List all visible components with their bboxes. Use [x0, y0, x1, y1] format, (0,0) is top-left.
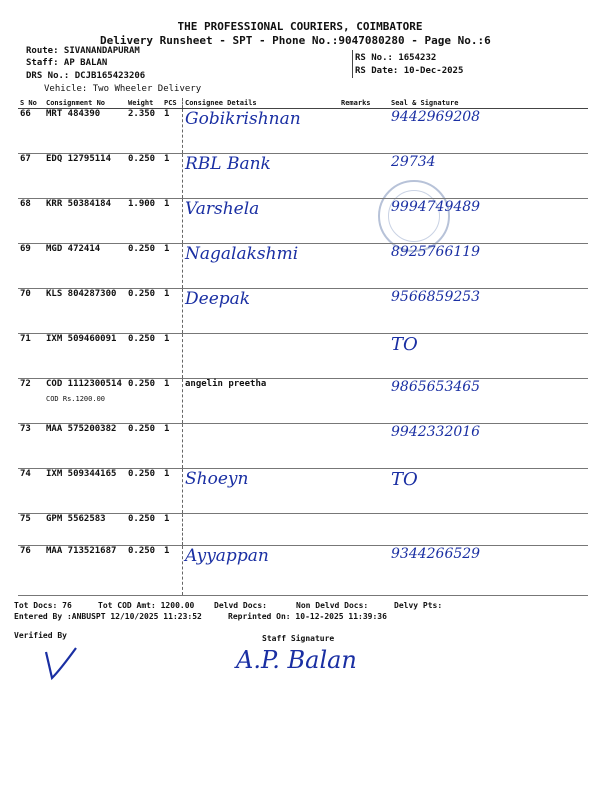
delvd-docs: Delvd Docs:	[214, 601, 267, 610]
entered-by: Entered By :ANBUSPT 12/10/2025 11:23:52	[14, 612, 202, 621]
verified-signature	[40, 640, 90, 685]
tot-docs: Tot Docs: 76	[14, 601, 72, 610]
col-sno: S No	[18, 98, 44, 109]
row-consignment: MGD 472414	[44, 244, 126, 289]
row-sno: 74	[18, 469, 44, 514]
row-pcs: 1	[162, 379, 183, 424]
row-consignment: KRR 50384184	[44, 199, 126, 244]
col-consignment: Consignment No	[44, 98, 126, 109]
row-pcs: 1	[162, 244, 183, 289]
row-consignee: Nagalakshmi	[183, 244, 340, 289]
row-consignee: Shoeyn	[183, 469, 340, 514]
row-consignee: RBL Bank	[183, 154, 340, 199]
row-remarks	[339, 424, 389, 469]
row-remarks	[339, 289, 389, 334]
col-remarks: Remarks	[339, 98, 389, 109]
row-pcs: 1	[162, 546, 183, 596]
table-row	[18, 514, 588, 546]
table-row	[18, 199, 588, 244]
meta-divider	[352, 50, 354, 78]
tot-cod: Tot COD Amt: 1200.00	[98, 601, 195, 610]
row-consignment: MAA 575200382	[44, 424, 126, 469]
row-consignment: GPM 5562583	[44, 514, 126, 546]
row-consignment	[44, 379, 126, 424]
row-weight: 2.350	[126, 109, 162, 154]
row-seal: 9442969208	[389, 109, 588, 154]
delvy-pts: Delvy Pts:	[394, 601, 443, 610]
row-weight: 0.250	[126, 424, 162, 469]
row-seal: 9344266529	[389, 546, 588, 596]
row-sno: 67	[18, 154, 44, 199]
row-pcs: 1	[162, 424, 183, 469]
row-pcs: 1	[162, 469, 183, 514]
col-seal: Seal & Signature	[389, 98, 588, 109]
row-sno: 68	[18, 199, 44, 244]
cod-amount: COD Rs.1200.00	[46, 395, 106, 403]
row-consignment-no: COD 1112300514	[46, 379, 122, 389]
col-weight: Weight	[126, 98, 162, 109]
row-seal: TO	[389, 469, 588, 514]
vehicle-text: Vehicle: Two Wheeler Delivery	[44, 84, 202, 94]
row-seal: 9865653465	[389, 379, 588, 424]
row-weight: 0.250	[126, 289, 162, 334]
row-sno: 72	[18, 379, 44, 424]
row-consignee: Deepak	[183, 289, 340, 334]
staff-signature-label: Staff Signature	[262, 634, 335, 643]
row-seal: 8925766119	[389, 244, 588, 289]
table-row	[18, 109, 588, 154]
row-consignment: IXM 509344165	[44, 469, 126, 514]
runsheet-table	[18, 98, 588, 596]
row-seal: TO	[389, 334, 588, 379]
row-pcs: 1	[162, 199, 183, 244]
table-row	[18, 469, 588, 514]
table-row	[18, 154, 588, 199]
row-seal: 29734	[389, 154, 588, 199]
rs-date-text: RS Date: 10-Dec-2025	[355, 66, 464, 76]
row-consignee	[183, 514, 340, 546]
row-consignee	[183, 424, 340, 469]
row-remarks	[339, 546, 389, 596]
row-pcs: 1	[162, 289, 183, 334]
reprinted-on: Reprinted On: 10-12-2025 11:39:36	[228, 612, 387, 621]
table-row	[18, 289, 588, 334]
row-remarks	[339, 514, 389, 546]
row-remarks	[339, 334, 389, 379]
row-consignee: angelin preetha	[183, 379, 340, 424]
row-sno: 71	[18, 334, 44, 379]
table-row	[18, 244, 588, 289]
row-consignee: Ayyappan	[183, 546, 340, 596]
row-seal: 9994749489	[389, 199, 588, 244]
table-header-row	[18, 98, 588, 109]
row-pcs: 1	[162, 109, 183, 154]
row-remarks	[339, 244, 389, 289]
row-remarks	[339, 199, 389, 244]
col-pcs: PCS	[162, 98, 183, 109]
row-pcs: 1	[162, 154, 183, 199]
col-consignee: Consignee Details	[183, 98, 340, 109]
row-remarks	[339, 154, 389, 199]
row-remarks	[339, 379, 389, 424]
row-sno: 70	[18, 289, 44, 334]
row-weight: 0.250	[126, 244, 162, 289]
row-sno: 76	[18, 546, 44, 596]
row-pcs: 1	[162, 514, 183, 546]
row-weight: 0.250	[126, 546, 162, 596]
row-sno: 75	[18, 514, 44, 546]
route-text: Route: SIVANANDAPURAM	[26, 46, 140, 56]
table-row	[18, 334, 588, 379]
row-consignment: MAA 713521687	[44, 546, 126, 596]
row-weight: 0.250	[126, 469, 162, 514]
row-pcs: 1	[162, 334, 183, 379]
row-consignment: MRT 484390	[44, 109, 126, 154]
row-consignee: Varshela	[183, 199, 340, 244]
row-seal	[389, 514, 588, 546]
table-row	[18, 546, 588, 596]
rs-no-text: RS No.: 1654232	[355, 53, 437, 63]
row-seal: 9942332016	[389, 424, 588, 469]
row-consignee: Gobikrishnan	[183, 109, 340, 154]
runsheet-title: Delivery Runsheet - SPT - Phone No.:9047080280 - Page No.:6	[100, 34, 491, 47]
row-consignment: IXM 509460091	[44, 334, 126, 379]
row-sno: 66	[18, 109, 44, 154]
row-weight: 0.250	[126, 154, 162, 199]
company-title: THE PROFESSIONAL COURIERS, COIMBATORE	[177, 20, 423, 33]
row-remarks	[339, 109, 389, 154]
table-row	[18, 379, 588, 424]
staff-signature-ink: A.P. Balan	[236, 646, 357, 674]
row-sno: 73	[18, 424, 44, 469]
row-consignee	[183, 334, 340, 379]
staff-text: Staff: AP BALAN	[26, 58, 108, 68]
row-weight: 1.900	[126, 199, 162, 244]
row-weight: 0.250	[126, 334, 162, 379]
row-seal: 9566859253	[389, 289, 588, 334]
table-row	[18, 424, 588, 469]
verified-by-label: Verified By	[14, 631, 67, 640]
row-remarks	[339, 469, 389, 514]
drs-text: DRS No.: DCJB165423206	[26, 71, 146, 81]
row-weight: 0.250	[126, 379, 162, 424]
row-weight: 0.250	[126, 514, 162, 546]
row-sno: 69	[18, 244, 44, 289]
row-consignment: KLS 804287300	[44, 289, 126, 334]
row-consignment: EDQ 12795114	[44, 154, 126, 199]
non-delvd-docs: Non Delvd Docs:	[296, 601, 369, 610]
